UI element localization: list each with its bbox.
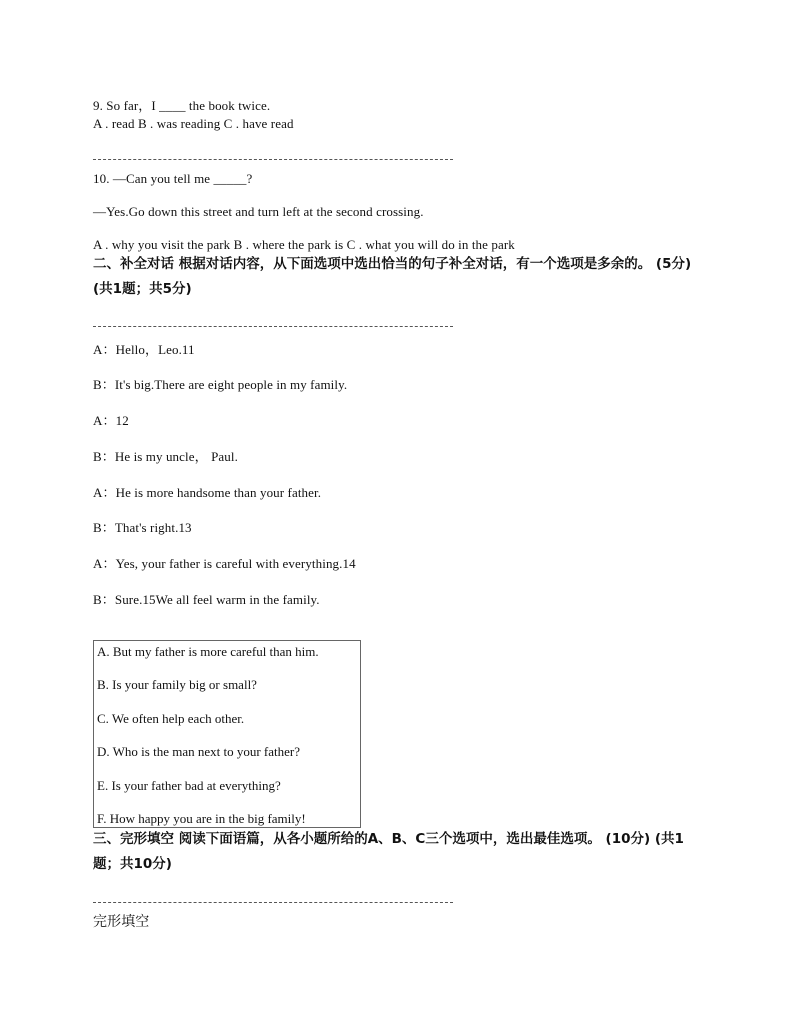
choice-option: E. Is your father bad at everything? (97, 778, 281, 793)
separator-line (93, 326, 453, 327)
section-3-subtitle: 完形填空 (93, 914, 150, 930)
q10-reply: —Yes.Go down this street and turn left at the second crossing. (93, 204, 424, 219)
q9-options: A . read B . was reading C . have read (93, 116, 294, 131)
separator-line (93, 159, 453, 160)
q10-options: A . why you visit the park B . where the park is C . what you will do in the park (93, 237, 515, 252)
choice-option: F. How happy you are in the big family! (97, 811, 306, 826)
choice-option: A. But my father is more careful than him. (97, 644, 319, 659)
separator-line (93, 902, 453, 903)
q10-question: 10. —Can you tell me _____? (93, 171, 253, 186)
dialogue-line: A：Yes, your father is careful with everything.14 (93, 556, 356, 571)
choice-option: C. We often help each other. (97, 711, 245, 726)
q9-question: 9. So far，I ____ the book twice. (93, 98, 271, 113)
section-3-title: 三、完形填空 阅读下面语篇，从各小题所给的A、B、C三个选项中，选出最佳选项。 (10分) (共1题；共10分) (93, 831, 684, 872)
dialogue-line: B：Sure.15We all feel warm in the family. (93, 592, 320, 607)
dialogue-line: B：It's big.There are eight people in my family. (93, 377, 348, 392)
choice-option: B. Is your family big or small? (97, 677, 257, 692)
dialogue-line: B：He is my uncle， Paul. (93, 449, 238, 464)
choices-box (93, 640, 361, 828)
dialogue-line: A：12 (93, 413, 129, 428)
dialogue-line: B：That's right.13 (93, 520, 192, 535)
dialogue-line: A：Hello，Leo.11 (93, 342, 195, 357)
dialogue-line: A：He is more handsome than your father. (93, 485, 322, 500)
section-2-title: 二、补全对话 根据对话内容，从下面选项中选出恰当的句子补全对话，有一个选项是多余的。 (5分) (共1题；共5分) (93, 256, 692, 297)
choice-option: D. Who is the man next to your father? (97, 744, 301, 759)
